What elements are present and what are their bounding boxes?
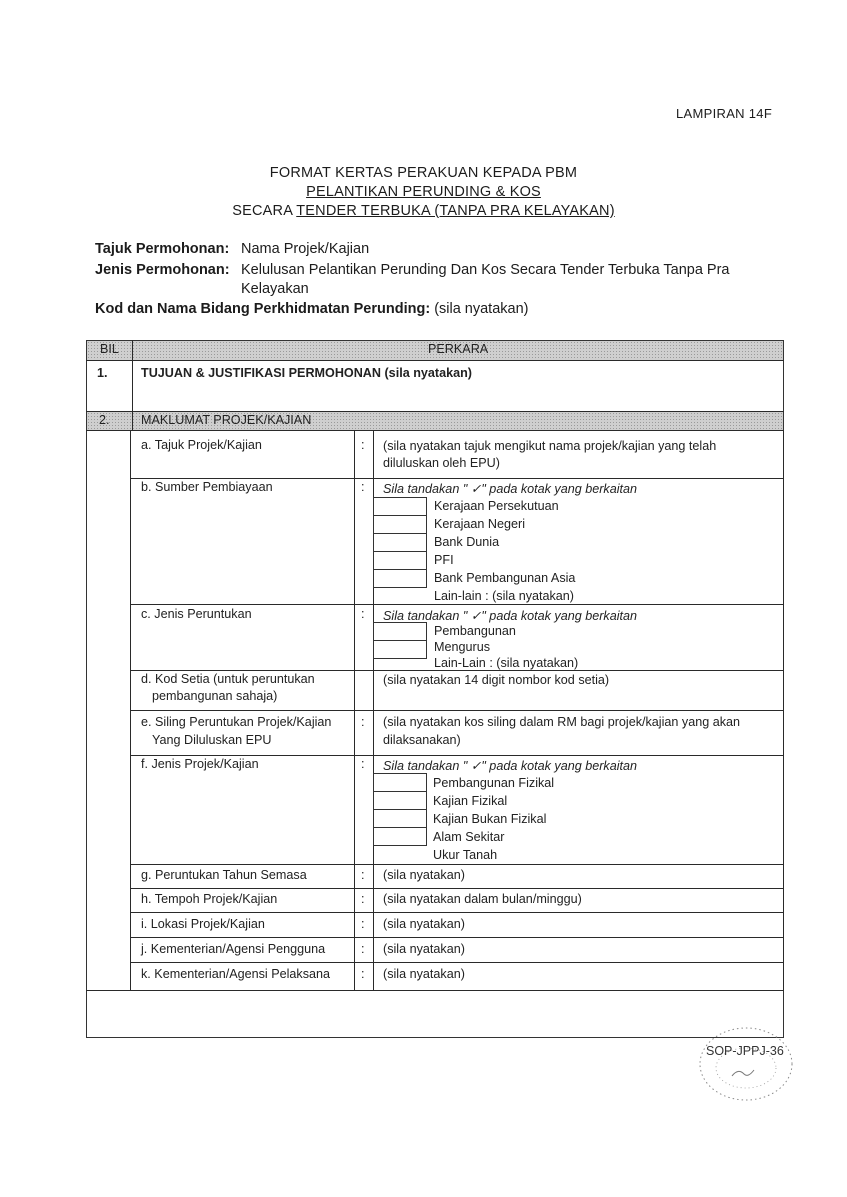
checkbox-kerajaan-persekutuan[interactable]	[373, 497, 427, 516]
row-j-value: (sila nyatakan)	[383, 942, 465, 956]
kod-value: (sila nyatakan)	[434, 301, 529, 317]
table-head-bil: BIL	[100, 342, 119, 356]
option-kerajaan-persekutuan: Kerajaan Persekutuan	[434, 499, 559, 513]
section2-number: 2.	[99, 413, 110, 427]
checkbox-pembangunan-fizikal[interactable]	[373, 773, 427, 792]
row-j-label: j. Kementerian/Agensi Pengguna	[141, 942, 326, 956]
option-kajian-bukan-fizikal: Kajian Bukan Fizikal	[433, 812, 547, 826]
option-ukur-tanah: Ukur Tanah	[433, 848, 498, 862]
row-i-label: i. Lokasi Projek/Kajian	[141, 917, 265, 931]
bil-column-divider-top	[132, 340, 133, 431]
row-k-colon: :	[361, 967, 365, 981]
option-alam-sekitar: Alam Sekitar	[433, 830, 505, 844]
row-g-label: g. Peruntukan Tahun Semasa	[141, 868, 307, 882]
section1-title: TUJUAN & JUSTIFIKASI PERMOHONAN (sila nyatakan)	[141, 366, 472, 380]
section2-title: MAKLUMAT PROJEK/KAJIAN	[141, 413, 312, 427]
option-kerajaan-negeri: Kerajaan Negeri	[434, 517, 526, 531]
row-g-colon: :	[361, 868, 365, 882]
row-divider-a	[130, 478, 783, 479]
row-a-value-line1: (sila nyatakan tajuk mengikut nama projek/kajian yang telah	[383, 439, 717, 453]
row-divider-f	[130, 864, 783, 865]
row-b-instruction: Sila tandakan " ✓" pada kotak yang berkaitan	[383, 482, 638, 496]
row-e-label-line1: e. Siling Peruntukan Projek/Kajian	[141, 715, 332, 729]
table-head-perkara: PERKARA	[428, 342, 489, 356]
row-divider-j	[130, 962, 783, 963]
row-j-colon: :	[361, 942, 365, 956]
row-a-colon: :	[361, 438, 365, 452]
document-title-line3	[0, 203, 847, 219]
row-c-colon: :	[361, 607, 365, 621]
table-bottom-divider	[86, 990, 784, 991]
row-k-label: k. Kementerian/Agensi Pelaksana	[141, 967, 331, 981]
option-b-lain-lain: Lain-lain : (sila nyatakan)	[434, 589, 575, 603]
row-b-colon: :	[361, 480, 365, 494]
row-k-value: (sila nyatakan)	[383, 967, 465, 981]
row-e-colon: :	[361, 715, 365, 729]
document-title-line1: FORMAT KERTAS PERAKUAN KEPADA PBM	[269, 165, 578, 181]
checkbox-bank-pembangunan-asia[interactable]	[373, 569, 427, 588]
row-divider-c	[130, 670, 783, 671]
row-i-value: (sila nyatakan)	[383, 917, 465, 931]
checkbox-pembangunan[interactable]	[373, 622, 427, 641]
row-c-instruction: Sila tandakan " ✓" pada kotak yang berkaitan	[383, 609, 638, 623]
section2-header-divider	[86, 430, 784, 431]
option-pembangunan: Pembangunan	[434, 624, 516, 638]
checkbox-kajian-bukan-fizikal[interactable]	[373, 809, 427, 828]
row-f-colon: :	[361, 757, 365, 771]
kod-row	[95, 301, 528, 317]
option-mengurus: Mengurus	[434, 640, 491, 654]
option-bank-pembangunan-asia: Bank Pembangunan Asia	[434, 571, 576, 585]
row-e-value-line2: dilaksanakan)	[383, 733, 461, 747]
row-h-colon: :	[361, 892, 365, 906]
row-c-label: c. Jenis Peruntukan	[141, 607, 252, 621]
option-kajian-fizikal: Kajian Fizikal	[433, 794, 508, 808]
section1-number: 1.	[97, 366, 108, 380]
row-e-value-line1: (sila nyatakan kos siling dalam RM bagi projek/kajian yang akan	[383, 715, 741, 729]
row-divider-e	[130, 755, 783, 756]
option-c-lain-lain: Lain-Lain : (sila nyatakan)	[434, 656, 579, 670]
title-line3-prefix: SECARA	[232, 203, 293, 219]
tajuk-value: Nama Projek/Kajian	[241, 241, 370, 257]
row-d-label-line1: d. Kod Setia (untuk peruntukan	[141, 672, 315, 686]
tajuk-label: Tajuk Permohonan:	[95, 241, 230, 257]
stamp-code: SOP-JPPJ-36	[706, 1044, 784, 1058]
checkbox-bank-dunia[interactable]	[373, 533, 427, 552]
row-a-label: a. Tajuk Projek/Kajian	[141, 438, 262, 452]
title-line3-underlined: TENDER TERBUKA (TANPA PRA KELAYAKAN)	[296, 203, 615, 219]
row-h-value: (sila nyatakan dalam bulan/minggu)	[383, 892, 582, 906]
row-divider-h	[130, 912, 783, 913]
row-i-colon: :	[361, 917, 365, 931]
row-f-instruction: Sila tandakan " ✓" pada kotak yang berkaitan	[383, 759, 638, 773]
row-divider-b	[130, 604, 783, 605]
option-pfi: PFI	[434, 553, 454, 567]
row-divider-d	[130, 710, 783, 711]
option-pembangunan-fizikal: Pembangunan Fizikal	[433, 776, 555, 790]
row-f-label: f. Jenis Projek/Kajian	[141, 757, 259, 771]
document-title-line2: PELANTIKAN PERUNDING & KOS	[306, 184, 541, 200]
checkbox-kerajaan-negeri[interactable]	[373, 515, 427, 534]
row-h-label: h. Tempoh Projek/Kajian	[141, 892, 278, 906]
row-divider-g	[130, 888, 783, 889]
checkbox-kajian-fizikal[interactable]	[373, 791, 427, 810]
kod-label: Kod dan Nama Bidang Perkhidmatan Perunding:	[95, 301, 431, 317]
checkbox-alam-sekitar[interactable]	[373, 827, 427, 846]
row-d-label-line2: pembangunan sahaja)	[152, 689, 278, 703]
page-stamp	[694, 1018, 804, 1108]
lampiran-label: LAMPIRAN 14F	[676, 106, 773, 121]
subtable-right-border	[783, 430, 784, 990]
row-d-value: (sila nyatakan 14 digit nombor kod setia)	[383, 673, 610, 687]
row-e-label-line2: Yang Diluluskan EPU	[152, 733, 272, 747]
row-b-label: b. Sumber Pembiayaan	[141, 480, 273, 494]
checkbox-mengurus[interactable]	[373, 640, 427, 659]
jenis-value-line1: Kelulusan Pelantikan Perunding Dan Kos Secara Tender Terbuka Tanpa Pra	[241, 262, 730, 278]
jenis-value-line2: Kelayakan	[241, 281, 309, 297]
checkbox-pfi[interactable]	[373, 551, 427, 570]
row-divider-i	[130, 937, 783, 938]
jenis-label: Jenis Permohonan:	[95, 262, 230, 278]
row-g-value: (sila nyatakan)	[383, 868, 465, 882]
option-bank-dunia: Bank Dunia	[434, 535, 500, 549]
table-header-divider	[86, 360, 784, 361]
row-a-value-line2: diluluskan oleh EPU)	[383, 456, 500, 470]
stamp-seal-icon	[694, 1018, 804, 1108]
section1-divider	[86, 411, 784, 412]
